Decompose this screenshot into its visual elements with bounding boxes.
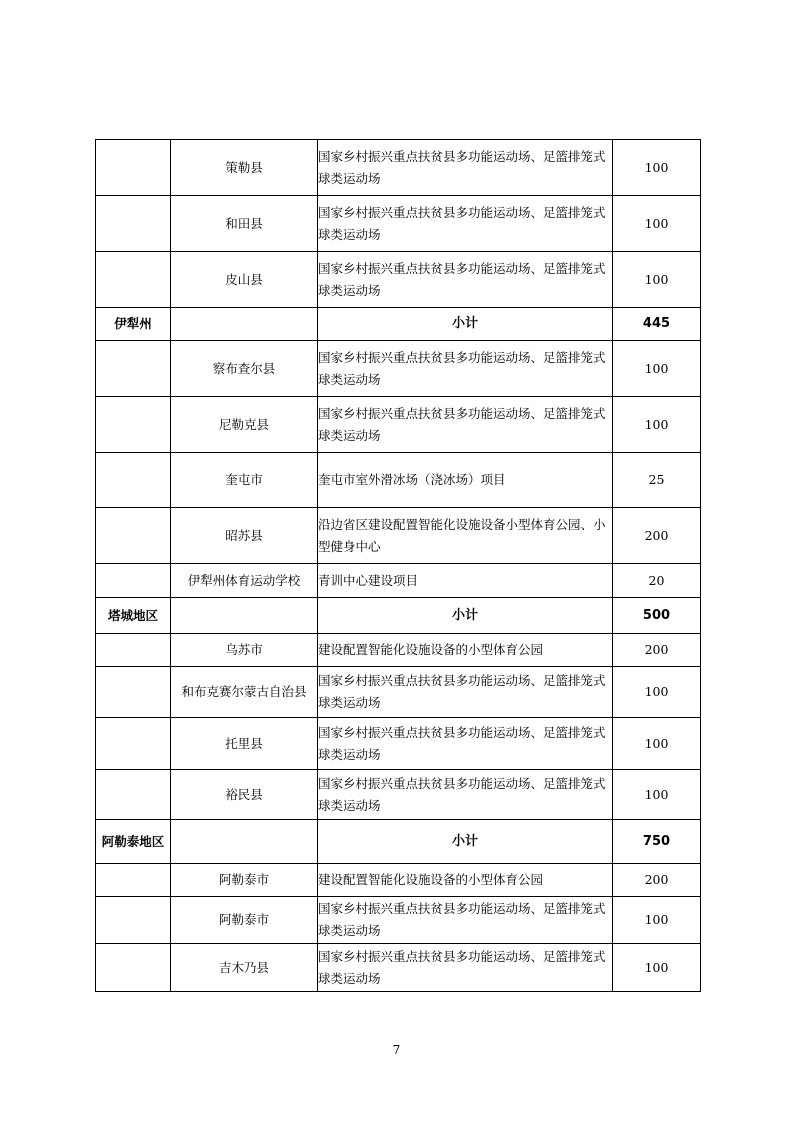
amount-cell: 100 xyxy=(613,140,701,196)
project-cell: 国家乡村振兴重点扶贫县多功能运动场、足篮排笼式球类运动场 xyxy=(318,944,613,992)
table-row xyxy=(96,718,701,770)
county-cell: 吉木乃县 xyxy=(171,944,318,992)
table-row xyxy=(96,397,701,453)
table-row xyxy=(96,667,701,718)
county-cell: 奎屯市 xyxy=(171,453,318,508)
region-cell xyxy=(96,634,171,667)
region-cell xyxy=(96,140,171,196)
county-cell: 托里县 xyxy=(171,718,318,770)
region-cell xyxy=(96,252,171,308)
county-cell xyxy=(171,598,318,634)
region-cell xyxy=(96,508,171,564)
region-cell xyxy=(96,341,171,397)
table-row xyxy=(96,770,701,820)
subtotal-amount: 750 xyxy=(613,820,701,864)
county-cell: 尼勒克县 xyxy=(171,397,318,453)
project-cell: 青训中心建设项目 xyxy=(318,564,613,598)
region-cell xyxy=(96,397,171,453)
table-row xyxy=(96,341,701,397)
project-cell: 国家乡村振兴重点扶贫县多功能运动场、足篮排笼式球类运动场 xyxy=(318,897,613,944)
region-cell xyxy=(96,864,171,897)
county-cell xyxy=(171,820,318,864)
funding-table xyxy=(95,139,701,992)
subtotal-amount: 445 xyxy=(613,308,701,341)
amount-cell: 20 xyxy=(613,564,701,598)
county-cell: 裕民县 xyxy=(171,770,318,820)
project-cell: 国家乡村振兴重点扶贫县多功能运动场、足篮排笼式球类运动场 xyxy=(318,718,613,770)
table-row xyxy=(96,508,701,564)
project-cell: 国家乡村振兴重点扶贫县多功能运动场、足篮排笼式球类运动场 xyxy=(318,770,613,820)
region-cell: 伊犁州 xyxy=(96,308,171,341)
table-row xyxy=(96,634,701,667)
subtotal-row xyxy=(96,598,701,634)
amount-cell: 100 xyxy=(613,397,701,453)
table-row xyxy=(96,897,701,944)
county-cell: 乌苏市 xyxy=(171,634,318,667)
region-cell xyxy=(96,453,171,508)
county-cell: 察布查尔县 xyxy=(171,341,318,397)
region-cell xyxy=(96,718,171,770)
amount-cell: 200 xyxy=(613,864,701,897)
amount-cell: 100 xyxy=(613,252,701,308)
table-row xyxy=(96,564,701,598)
county-cell: 阿勒泰市 xyxy=(171,897,318,944)
table-row xyxy=(96,864,701,897)
county-cell: 阿勒泰市 xyxy=(171,864,318,897)
project-cell: 奎屯市室外滑冰场（浇冰场）项目 xyxy=(318,453,613,508)
county-cell: 皮山县 xyxy=(171,252,318,308)
subtotal-label: 小计 xyxy=(318,820,613,864)
amount-cell: 100 xyxy=(613,667,701,718)
project-cell: 国家乡村振兴重点扶贫县多功能运动场、足篮排笼式球类运动场 xyxy=(318,341,613,397)
region-cell xyxy=(96,667,171,718)
amount-cell: 200 xyxy=(613,634,701,667)
county-cell xyxy=(171,308,318,341)
table-row xyxy=(96,140,701,196)
county-cell: 策勒县 xyxy=(171,140,318,196)
project-cell: 国家乡村振兴重点扶贫县多功能运动场、足篮排笼式球类运动场 xyxy=(318,196,613,252)
amount-cell: 200 xyxy=(613,508,701,564)
region-cell: 阿勒泰地区 xyxy=(96,820,171,864)
project-cell: 建设配置智能化设施设备的小型体育公园 xyxy=(318,634,613,667)
subtotal-row xyxy=(96,820,701,864)
region-cell xyxy=(96,564,171,598)
county-cell: 昭苏县 xyxy=(171,508,318,564)
amount-cell: 100 xyxy=(613,718,701,770)
table-row xyxy=(96,252,701,308)
amount-cell: 100 xyxy=(613,897,701,944)
table-row xyxy=(96,453,701,508)
subtotal-amount: 500 xyxy=(613,598,701,634)
table-row xyxy=(96,196,701,252)
county-cell: 和布克赛尔蒙古自治县 xyxy=(171,667,318,718)
region-cell xyxy=(96,897,171,944)
project-cell: 国家乡村振兴重点扶贫县多功能运动场、足篮排笼式球类运动场 xyxy=(318,252,613,308)
region-cell: 塔城地区 xyxy=(96,598,171,634)
amount-cell: 25 xyxy=(613,453,701,508)
subtotal-label: 小计 xyxy=(318,598,613,634)
subtotal-label: 小计 xyxy=(318,308,613,341)
project-cell: 国家乡村振兴重点扶贫县多功能运动场、足篮排笼式球类运动场 xyxy=(318,397,613,453)
table-row xyxy=(96,944,701,992)
amount-cell: 100 xyxy=(613,196,701,252)
subtotal-row xyxy=(96,308,701,341)
project-cell: 沿边省区建设配置智能化设施设备小型体育公园、小型健身中心 xyxy=(318,508,613,564)
amount-cell: 100 xyxy=(613,770,701,820)
page-number: 7 xyxy=(392,1043,401,1057)
amount-cell: 100 xyxy=(613,341,701,397)
county-cell: 伊犁州体育运动学校 xyxy=(171,564,318,598)
county-cell: 和田县 xyxy=(171,196,318,252)
amount-cell: 100 xyxy=(613,944,701,992)
project-cell: 国家乡村振兴重点扶贫县多功能运动场、足篮排笼式球类运动场 xyxy=(318,140,613,196)
project-cell: 国家乡村振兴重点扶贫县多功能运动场、足篮排笼式球类运动场 xyxy=(318,667,613,718)
project-cell: 建设配置智能化设施设备的小型体育公园 xyxy=(318,864,613,897)
region-cell xyxy=(96,770,171,820)
region-cell xyxy=(96,196,171,252)
region-cell xyxy=(96,944,171,992)
